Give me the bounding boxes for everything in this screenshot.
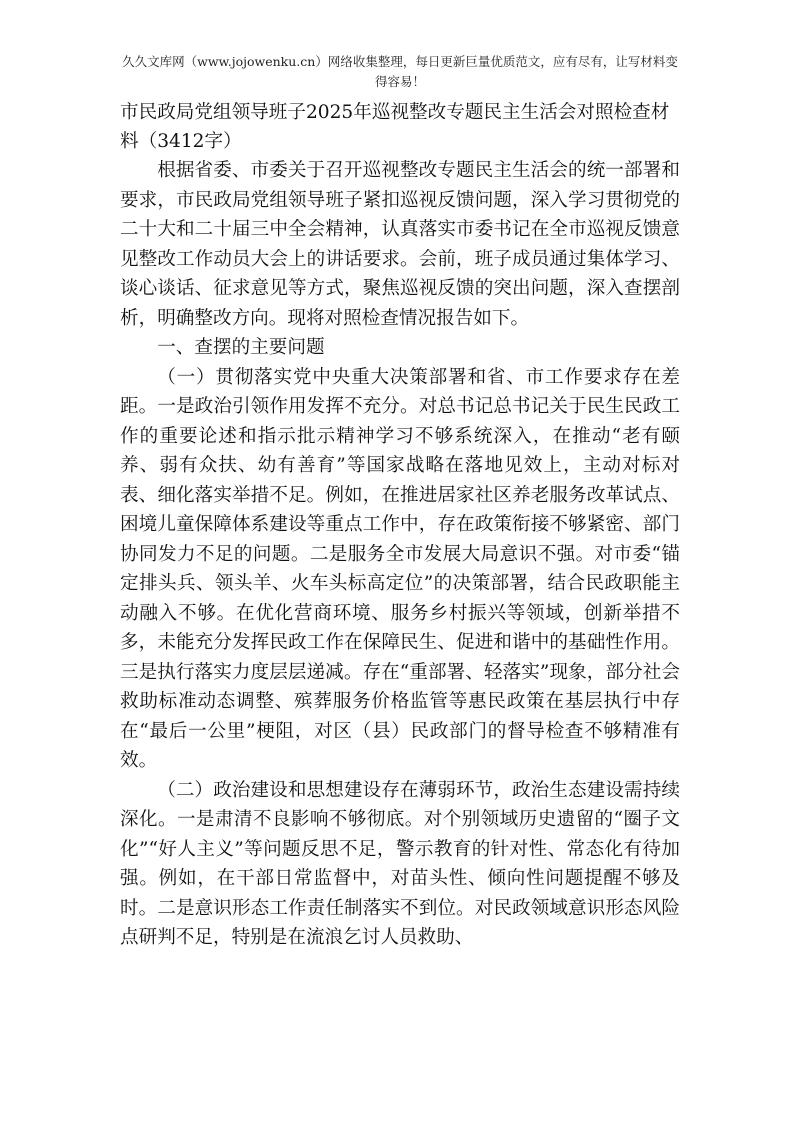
document-page: [120, 52, 680, 953]
header-note: 久久文库网（www.jojowenku.cn）网络收集整理，每日更新巨量优质范文，应有尽有，让写材料变得容易！: [122, 54, 678, 89]
intro-paragraph: 根据省委、市委关于召开巡视整改专题民主生活会的统一部署和要求，市民政局党组领导班子紧扣巡视反馈问题，深入学习贯彻党的二十大和二十届三中全会精神，认真落实市委书记在全市巡视反馈意见整改工作动员大会上的讲话要求。会前，班子成员通过集体学习、谈心谈话、征求意见等方式，聚焦巡视反馈的突出问题，深入查摆剖析，明确整改方向。现将对照检查情况报告如下。: [120, 160, 680, 329]
body-paragraph-2: （二）政治建设和思想建设存在薄弱环节，政治生态建设需持续深化。一是肃清不良影响不够彻底。对个别领域历史遗留的“圈子文化”“好人主义”等问题反思不足，警示教育的针对性、常态化有待加强。例如，在干部日常监督中，对苗头性、倾向性问题提醒不够及时。二是意识形态工作责任制落实不到位。对民政领域意识形态风险点研判不足，特别是在流浪乞讨人员救助、: [120, 779, 680, 948]
document-title: 市民政局党组领导班子2025年巡视整改专题民主生活会对照检查材料（3412字）: [120, 102, 670, 152]
body-paragraph-1: （一）贯彻落实党中央重大决策部署和省、市工作要求存在差距。一是政治引领作用发挥不充分。对总书记总书记关于民生民政工作的重要论述和指示批示精神学习不够系统深入，在推动“老有颐养、弱有众扶、幼有善育”等国家战略在落地见效上，主动对标对表、细化落实举措不足。例如，在推进居家社区养老服务改革试点、困境儿童保障体系建设等重点工作中，存在政策衔接不够紧密、部门协同发力不足的问题。二是服务全市发展大局意识不强。对市委“锚定排头兵、领头羊、火车头标高定位”的决策部署，结合民政职能主动融入不够。在优化营商环境、服务乡村振兴等领域，创新举措不多，未能充分发挥民政工作在保障民生、促进和谐中的基础性作用。三是执行落实力度层层递减。存在“重部署、轻落实”现象，部分社会救助标准动态调整、殡葬服务价格监管等惠民政策在基层执行中存在“最后一公里”梗阻，对区（县）民政部门的督导检查不够精准有效。: [120, 366, 680, 771]
section-heading: 一、查摆的主要问题: [157, 337, 325, 358]
